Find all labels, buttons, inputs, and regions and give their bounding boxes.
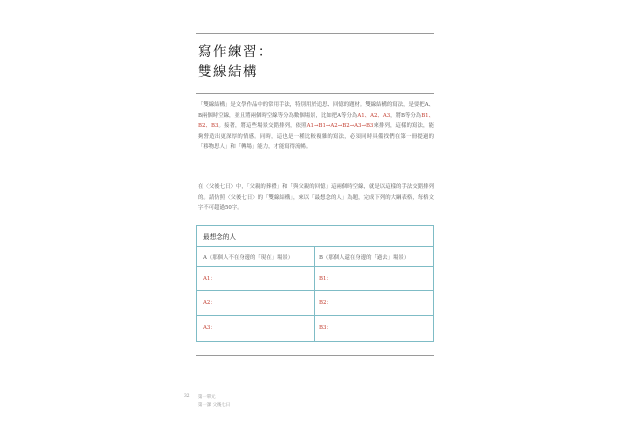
cell-a3[interactable]: A3： [203, 325, 216, 331]
table-divider [197, 266, 433, 267]
page-title-line1: 寫作練習： [198, 44, 273, 60]
table-divider [197, 315, 433, 316]
highlighted-term: A1→B1→A2→B2→A3→B3 [306, 123, 374, 130]
page-number: 32 [184, 394, 190, 399]
cell-a1[interactable]: A1： [203, 276, 216, 282]
highlighted-term: A1、A2、A3 [357, 112, 391, 119]
title-divider [196, 93, 434, 94]
paragraph-text: ，將B等分為 [390, 112, 422, 119]
cell-b1[interactable]: B1： [319, 276, 332, 282]
cell-a2[interactable]: A2： [203, 300, 216, 306]
table-divider [197, 290, 433, 291]
paragraph-text: 來排列，這樣的寫法，能夠營造出更深厚的情感。同時，這也是一種比較複雜的寫法，必須同時具備找們在第一冊提過的「移物思人」和「轉場」能力，才能寫得流暢。 [198, 123, 434, 151]
table-title: 最想念的人 [203, 233, 236, 241]
outline-table [196, 225, 434, 342]
bottom-rule [196, 355, 434, 356]
paragraph-text: 。接著，將這些場景交錯排列，依照 [218, 123, 307, 130]
page-title-line2: 雙線結構 [198, 64, 258, 80]
column-divider [314, 246, 315, 341]
chapter-label: 第一單元 [198, 395, 216, 400]
top-rule [196, 33, 434, 34]
instruction-paragraph: 在〈父後七日〉中，「父親的葬禮」和「與父親的回憶」這兩個時空線，就是以這樣的手法交錯排列的。請仿照〈父後七日〉的「雙線結構」，來以「最想念的人」為題，完成下列的大綱表格，每格文字不可超過50字。 [198, 184, 434, 212]
lesson-label: 第一課 父後七日 [198, 403, 231, 408]
highlighted-term: B1、B2、B3 [198, 112, 435, 130]
column-a-header: A（那個人不在身邊的「現在」場景） [203, 255, 294, 261]
table-divider [197, 246, 433, 247]
cell-b3[interactable]: B3： [319, 325, 332, 331]
cell-b2[interactable]: B2： [319, 300, 332, 306]
paragraph-text: 「雙線結構」是文學作品中的常用手法，特別用於追思、回憶的題材。雙線結構的寫法，是要把A、B兩個時空線，並且將兩個時空線等分為數個場景，比如把A等分為 [198, 102, 434, 119]
column-b-header: B（那個人還在身邊的「過去」場景） [319, 255, 410, 261]
intro-paragraph [198, 100, 434, 153]
